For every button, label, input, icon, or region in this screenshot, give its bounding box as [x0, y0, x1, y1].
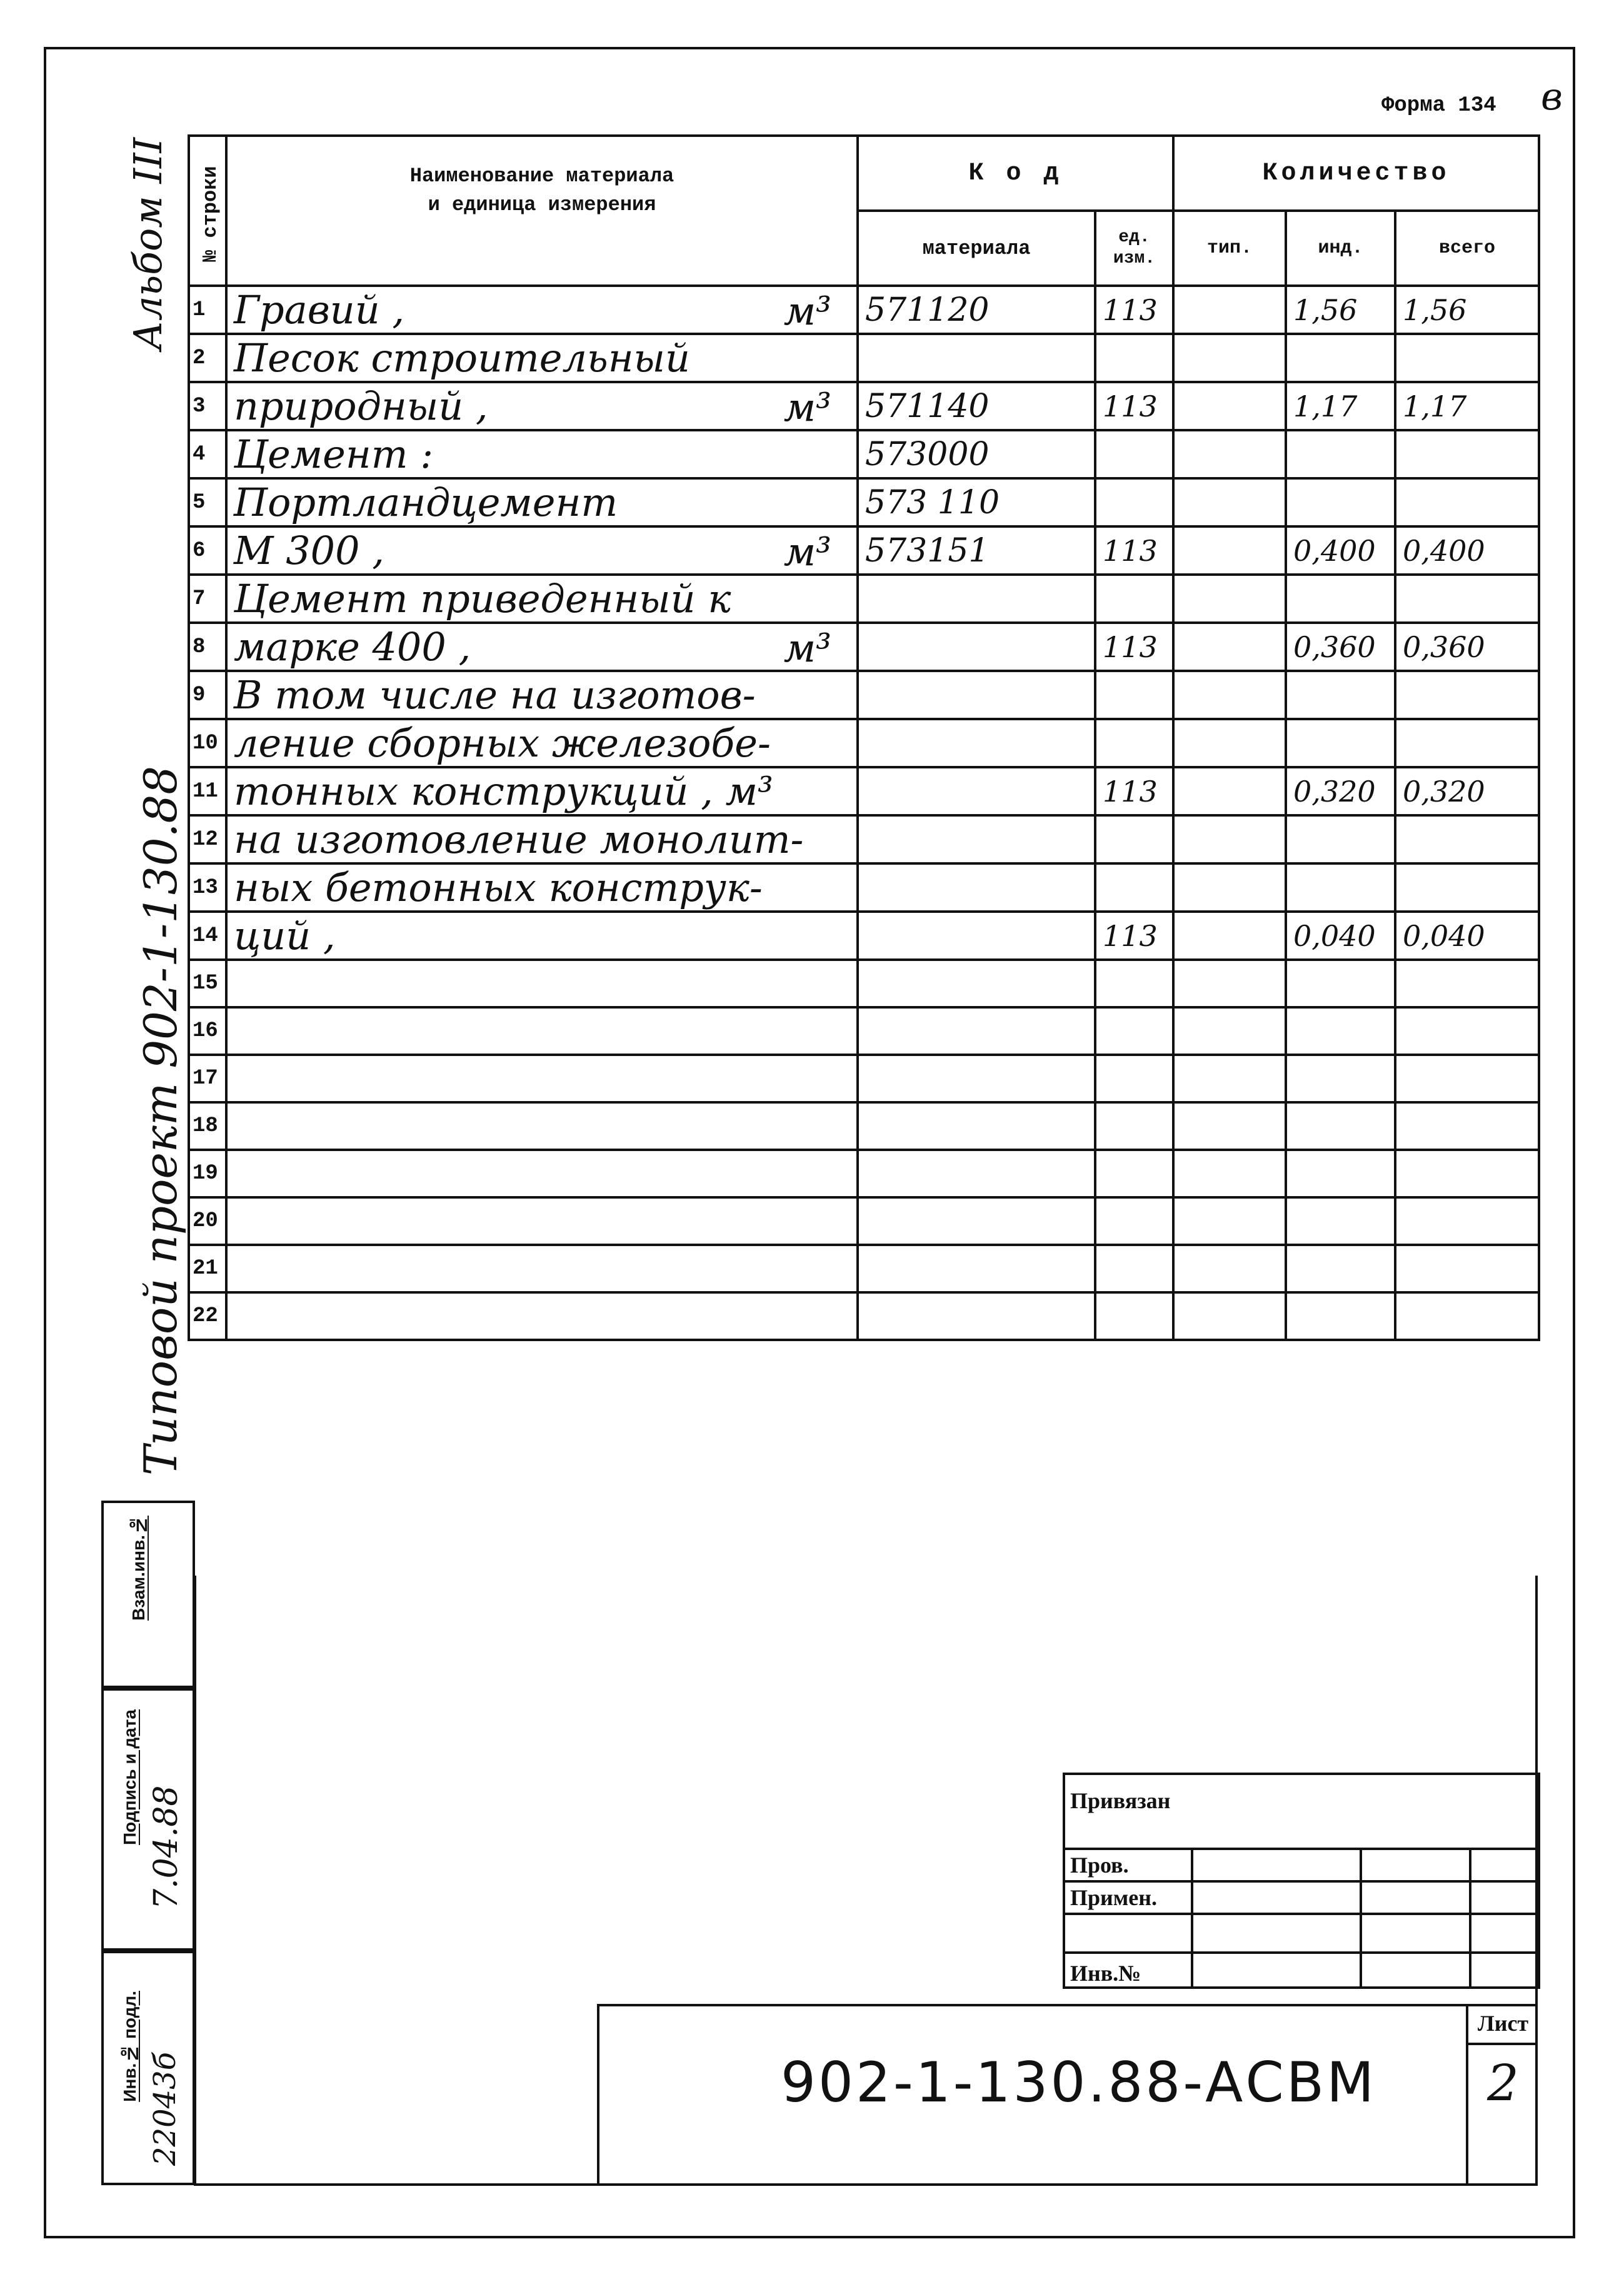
- qty-total: [1395, 430, 1539, 478]
- material-name: [226, 1007, 858, 1055]
- material-name: [226, 526, 858, 575]
- unit-code: 113: [1095, 382, 1173, 430]
- form-label: Форма 134: [1381, 94, 1496, 118]
- row-number: 14: [189, 912, 226, 960]
- qty-typ: [1173, 1150, 1286, 1197]
- qty-typ: [1173, 1102, 1286, 1150]
- qty-typ: [1173, 1197, 1286, 1245]
- qty-ind: 0,400: [1286, 526, 1395, 575]
- qty-total: [1395, 815, 1539, 863]
- header-qty-total: всего: [1395, 211, 1539, 286]
- qty-typ: [1173, 526, 1286, 575]
- table-row: [189, 1292, 1539, 1340]
- row-number: 3: [189, 382, 226, 430]
- unit-symbol: м³: [783, 625, 831, 671]
- material-name: [226, 478, 858, 526]
- table-row: [189, 767, 1539, 815]
- row-number: 18: [189, 1102, 226, 1150]
- material-name-text: Песок строительный: [234, 335, 690, 381]
- qty-ind: [1286, 863, 1395, 912]
- qty-ind: 0,040: [1286, 912, 1395, 960]
- qty-typ: [1173, 671, 1286, 719]
- material-name: [226, 575, 858, 623]
- qty-ind: 1,56: [1286, 286, 1395, 334]
- qty-total: [1395, 575, 1539, 623]
- row-number: 1: [189, 286, 226, 334]
- material-code: [858, 1197, 1095, 1245]
- material-name: [226, 815, 858, 863]
- qty-ind: [1286, 430, 1395, 478]
- material-name-text: марке 400 ,: [234, 624, 471, 670]
- qty-total: [1395, 671, 1539, 719]
- table-row: [189, 1102, 1539, 1150]
- header-code-material: материала: [858, 211, 1095, 286]
- qty-total: [1395, 478, 1539, 526]
- qty-total: [1395, 334, 1539, 382]
- row-number: 4: [189, 430, 226, 478]
- material-name: [226, 719, 858, 767]
- table-row: [189, 286, 1539, 334]
- header-qty-ind: инд.: [1286, 211, 1395, 286]
- unit-symbol: м³: [783, 288, 831, 334]
- qty-total: 0,320: [1395, 767, 1539, 815]
- qty-typ: [1173, 767, 1286, 815]
- table-row: [189, 960, 1539, 1007]
- qty-typ: [1173, 863, 1286, 912]
- header-code-unit: ед. изм.: [1095, 211, 1173, 286]
- album-label: Альбом III: [125, 138, 171, 350]
- qty-total: 0,040: [1395, 912, 1539, 960]
- material-code: [858, 719, 1095, 767]
- qty-ind: 1,17: [1286, 382, 1395, 430]
- qty-total: [1395, 719, 1539, 767]
- material-code: [858, 1292, 1095, 1340]
- unit-code: 113: [1095, 767, 1173, 815]
- qty-ind: [1286, 719, 1395, 767]
- material-code: [858, 1245, 1095, 1292]
- qty-typ: [1173, 478, 1286, 526]
- qty-typ: [1173, 334, 1286, 382]
- material-code: 571140: [858, 382, 1095, 430]
- row-number: 19: [189, 1150, 226, 1197]
- qty-typ: [1173, 719, 1286, 767]
- qty-typ: [1173, 1292, 1286, 1340]
- row-number: 5: [189, 478, 226, 526]
- qty-ind: [1286, 575, 1395, 623]
- material-name-text: Цемент :: [234, 431, 434, 477]
- unit-code: [1095, 1150, 1173, 1197]
- qty-total: [1395, 1102, 1539, 1150]
- header-qty-typ: тип.: [1173, 211, 1286, 286]
- material-name: [226, 1292, 858, 1340]
- qty-ind: [1286, 671, 1395, 719]
- row-number: 13: [189, 863, 226, 912]
- material-code: [858, 1102, 1095, 1150]
- qty-total: [1395, 1292, 1539, 1340]
- header-code: К о д: [858, 136, 1173, 211]
- stamp-podpis: Подпись и дата 7.04.88: [101, 1688, 195, 1951]
- qty-ind: [1286, 1055, 1395, 1102]
- unit-symbol: м³: [783, 529, 831, 575]
- table-row: [189, 623, 1539, 671]
- header-name: Наименование материала и единица измерения: [226, 136, 858, 286]
- qty-total: [1395, 1197, 1539, 1245]
- inv-label: Инв.№: [1064, 1953, 1192, 1988]
- qty-typ: [1173, 1245, 1286, 1292]
- qty-total: [1395, 1245, 1539, 1292]
- qty-total: 1,56: [1395, 286, 1539, 334]
- material-name: [226, 382, 858, 430]
- stamp-inv-podl: Инв.№ подл. 22043б: [101, 1951, 195, 2185]
- material-code: 573000: [858, 430, 1095, 478]
- table-row: [189, 863, 1539, 912]
- row-number: 6: [189, 526, 226, 575]
- qty-total: [1395, 1150, 1539, 1197]
- material-name: [226, 960, 858, 1007]
- row-number: 2: [189, 334, 226, 382]
- material-name: [226, 1150, 858, 1197]
- list-label: Лист: [1468, 2004, 1538, 2045]
- title-block: [1063, 1773, 1540, 1989]
- table-row: [189, 430, 1539, 478]
- header-quantity: Количество: [1173, 136, 1539, 211]
- table-row: [189, 478, 1539, 526]
- material-name: [226, 286, 858, 334]
- doc-code-box: [597, 2004, 1538, 2186]
- table-row: [189, 1197, 1539, 1245]
- unit-code: 113: [1095, 286, 1173, 334]
- qty-ind: 0,320: [1286, 767, 1395, 815]
- unit-code: [1095, 1007, 1173, 1055]
- table-row: [189, 382, 1539, 430]
- material-name: [226, 334, 858, 382]
- unit-code: [1095, 719, 1173, 767]
- qty-ind: 0,360: [1286, 623, 1395, 671]
- qty-ind: [1286, 1292, 1395, 1340]
- qty-ind: [1286, 1245, 1395, 1292]
- material-code: [858, 671, 1095, 719]
- table-row: [189, 815, 1539, 863]
- row-number: 11: [189, 767, 226, 815]
- left-divider: [194, 1576, 196, 2185]
- qty-total: [1395, 1055, 1539, 1102]
- unit-code: [1095, 815, 1173, 863]
- table-row: [189, 719, 1539, 767]
- row-number: 10: [189, 719, 226, 767]
- qty-typ: [1173, 1055, 1286, 1102]
- material-code: [858, 815, 1095, 863]
- material-code: [858, 912, 1095, 960]
- unit-code: [1095, 960, 1173, 1007]
- qty-typ: [1173, 623, 1286, 671]
- material-name: [226, 623, 858, 671]
- qty-typ: [1173, 430, 1286, 478]
- qty-ind: [1286, 1102, 1395, 1150]
- qty-ind: [1286, 960, 1395, 1007]
- primen-label: Примен.: [1064, 1881, 1192, 1914]
- table-row: [189, 912, 1539, 960]
- table-row: [189, 575, 1539, 623]
- unit-code: [1095, 430, 1173, 478]
- qty-ind: [1286, 478, 1395, 526]
- unit-code: 113: [1095, 912, 1173, 960]
- qty-typ: [1173, 912, 1286, 960]
- unit-code: [1095, 478, 1173, 526]
- unit-code: [1095, 1245, 1173, 1292]
- material-name-text: Портландцемент: [234, 480, 618, 525]
- row-number: 7: [189, 575, 226, 623]
- row-number: 8: [189, 623, 226, 671]
- list-box: [1466, 2004, 1538, 2186]
- stamp-vzam: Взам.инв.№: [101, 1501, 195, 1688]
- material-name-text: Гравий ,: [234, 287, 405, 333]
- unit-code: [1095, 1197, 1173, 1245]
- qty-typ: [1173, 286, 1286, 334]
- material-name-text: тонных конструкций , м³: [234, 768, 773, 814]
- table-row: [189, 334, 1539, 382]
- qty-ind: [1286, 815, 1395, 863]
- material-code: 571120: [858, 286, 1095, 334]
- qty-typ: [1173, 575, 1286, 623]
- material-code: [858, 767, 1095, 815]
- unit-code: [1095, 575, 1173, 623]
- row-number: 21: [189, 1245, 226, 1292]
- table-row: [189, 526, 1539, 575]
- doc-code: 902-1-130.88-АСВМ: [781, 2050, 1377, 2115]
- material-name: [226, 1245, 858, 1292]
- qty-ind: [1286, 1150, 1395, 1197]
- header-row-no: № строки: [189, 136, 226, 286]
- unit-code: [1095, 1055, 1173, 1102]
- unit-code: [1095, 1102, 1173, 1150]
- qty-typ: [1173, 815, 1286, 863]
- row-number: 17: [189, 1055, 226, 1102]
- material-name-text: М 300 ,: [234, 528, 384, 573]
- material-code: [858, 1007, 1095, 1055]
- material-code: [858, 623, 1095, 671]
- material-name-text: ных бетонных конструк-: [234, 865, 763, 910]
- material-name-text: ление сборных железобе-: [234, 720, 771, 766]
- materials-table: [188, 134, 1540, 1341]
- material-name: [226, 1197, 858, 1245]
- qty-total: 1,17: [1395, 382, 1539, 430]
- list-value: 2: [1487, 2054, 1519, 2112]
- row-number: 15: [189, 960, 226, 1007]
- table-row: [189, 1150, 1539, 1197]
- material-code: [858, 1055, 1095, 1102]
- material-name: [226, 1102, 858, 1150]
- material-code: [858, 960, 1095, 1007]
- unit-code: [1095, 671, 1173, 719]
- material-code: 573151: [858, 526, 1095, 575]
- unit-symbol: м³: [783, 385, 831, 430]
- material-name: [226, 671, 858, 719]
- qty-total: [1395, 960, 1539, 1007]
- row-number: 12: [189, 815, 226, 863]
- qty-ind: [1286, 1007, 1395, 1055]
- table-row: [189, 1245, 1539, 1292]
- form-mark: в: [1541, 75, 1563, 119]
- qty-total: 0,400: [1395, 526, 1539, 575]
- material-code: 573 110: [858, 478, 1095, 526]
- material-name-text: природный ,: [234, 383, 488, 429]
- prov-label: Пров.: [1064, 1849, 1192, 1881]
- row-number: 20: [189, 1197, 226, 1245]
- material-name: [226, 767, 858, 815]
- qty-typ: [1173, 382, 1286, 430]
- material-code: [858, 334, 1095, 382]
- qty-total: 0,360: [1395, 623, 1539, 671]
- unit-code: 113: [1095, 526, 1173, 575]
- qty-total: [1395, 863, 1539, 912]
- unit-code: [1095, 863, 1173, 912]
- material-name: [226, 430, 858, 478]
- unit-code: [1095, 334, 1173, 382]
- qty-ind: [1286, 334, 1395, 382]
- material-name-text: ций ,: [234, 913, 336, 958]
- material-name: [226, 1055, 858, 1102]
- material-code: [858, 863, 1095, 912]
- material-name-text: Цемент приведенный к: [234, 576, 731, 621]
- privyazan-label: Привязан: [1064, 1774, 1539, 1849]
- material-code: [858, 575, 1095, 623]
- material-code: [858, 1150, 1095, 1197]
- material-name-text: на изготовление монолит-: [234, 817, 804, 862]
- table-row: [189, 1055, 1539, 1102]
- unit-code: [1095, 1292, 1173, 1340]
- material-name: [226, 912, 858, 960]
- qty-typ: [1173, 1007, 1286, 1055]
- unit-code: 113: [1095, 623, 1173, 671]
- project-side-label: Типовой проект 902-1-130.88: [134, 765, 187, 1476]
- row-number: 9: [189, 671, 226, 719]
- row-number: 22: [189, 1292, 226, 1340]
- qty-typ: [1173, 960, 1286, 1007]
- row-number: 16: [189, 1007, 226, 1055]
- material-name: [226, 863, 858, 912]
- qty-total: [1395, 1007, 1539, 1055]
- material-name-text: В том числе на изготов-: [234, 672, 756, 718]
- table-row: [189, 1007, 1539, 1055]
- table-row: [189, 671, 1539, 719]
- qty-ind: [1286, 1197, 1395, 1245]
